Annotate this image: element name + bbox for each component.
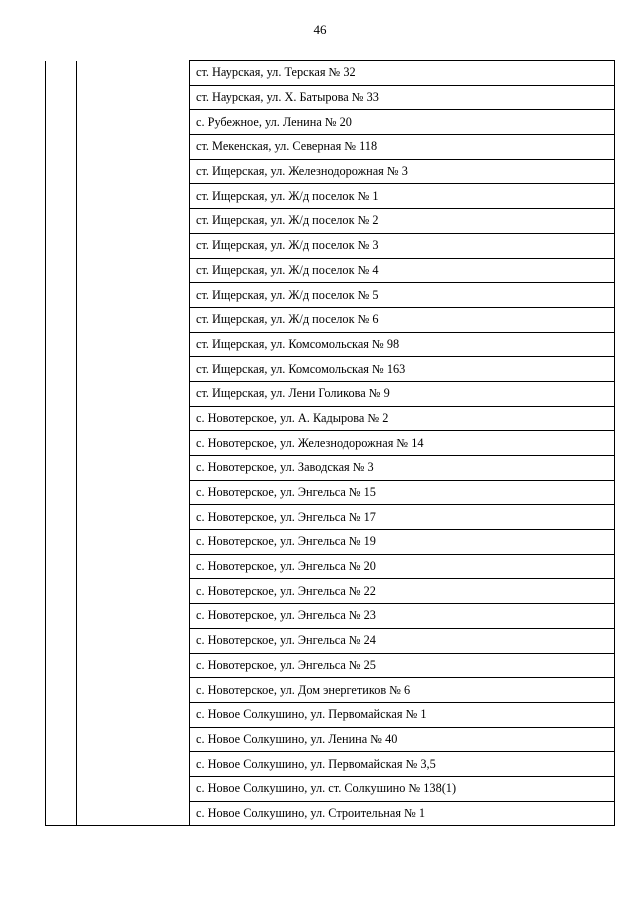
- address-cell: с. Новотерское, ул. Энгельса № 22: [190, 579, 615, 604]
- row-name-cell: [77, 406, 190, 431]
- address-cell: с. Рубежное, ул. Ленина № 20: [190, 110, 615, 135]
- row-number-cell: [46, 604, 77, 629]
- row-name-cell: [77, 431, 190, 456]
- row-number-cell: [46, 332, 77, 357]
- row-name-cell: [77, 159, 190, 184]
- address-cell: с. Новотерское, ул. А. Кадырова № 2: [190, 406, 615, 431]
- row-name-cell: [77, 752, 190, 777]
- address-cell: с. Новотерское, ул. Энгельса № 20: [190, 554, 615, 579]
- row-number-cell: [46, 752, 77, 777]
- table-row: [46, 332, 615, 357]
- row-name-cell: [77, 332, 190, 357]
- table-row: [46, 283, 615, 308]
- address-cell: с. Новое Солкушино, ул. Первомайская № 1: [190, 702, 615, 727]
- address-cell: с. Новое Солкушино, ул. Первомайская № 3,5: [190, 752, 615, 777]
- row-name-cell: [77, 307, 190, 332]
- address-cell: ст. Ищерская, ул. Ж/д поселок № 4: [190, 258, 615, 283]
- address-cell: с. Новотерское, ул. Энгельса № 15: [190, 480, 615, 505]
- row-number-cell: [46, 406, 77, 431]
- address-cell: с. Новотерское, ул. Энгельса № 25: [190, 653, 615, 678]
- row-number-cell: [46, 776, 77, 801]
- row-name-cell: [77, 456, 190, 481]
- table-row: [46, 702, 615, 727]
- row-number-cell: [46, 727, 77, 752]
- table-row: [46, 480, 615, 505]
- row-number-cell: [46, 184, 77, 209]
- row-name-cell: [77, 233, 190, 258]
- row-name-cell: [77, 678, 190, 703]
- address-cell: с. Новое Солкушино, ул. ст. Солкушино № 138(1): [190, 776, 615, 801]
- table-row: [46, 505, 615, 530]
- table-row: [46, 258, 615, 283]
- table-row: [46, 61, 615, 86]
- row-name-cell: [77, 727, 190, 752]
- row-number-cell: [46, 554, 77, 579]
- table-row: [46, 381, 615, 406]
- table-row: [46, 653, 615, 678]
- table-row: [46, 135, 615, 160]
- table-row: [46, 184, 615, 209]
- row-number-cell: [46, 85, 77, 110]
- address-cell: ст. Ищерская, ул. Комсомольская № 163: [190, 357, 615, 382]
- row-number-cell: [46, 653, 77, 678]
- row-number-cell: [46, 678, 77, 703]
- table-row: [46, 456, 615, 481]
- address-table-body: [46, 61, 615, 826]
- row-number-cell: [46, 801, 77, 826]
- table-row: [46, 406, 615, 431]
- row-name-cell: [77, 530, 190, 555]
- row-name-cell: [77, 604, 190, 629]
- address-cell: с. Новотерское, ул. Энгельса № 19: [190, 530, 615, 555]
- table-row: [46, 159, 615, 184]
- row-number-cell: [46, 431, 77, 456]
- row-number-cell: [46, 505, 77, 530]
- address-cell: ст. Наурская, ул. Терская № 32: [190, 61, 615, 86]
- address-cell: ст. Ищерская, ул. Лени Голикова № 9: [190, 381, 615, 406]
- table-row: [46, 431, 615, 456]
- address-cell: ст. Наурская, ул. Х. Батырова № 33: [190, 85, 615, 110]
- row-name-cell: [77, 283, 190, 308]
- address-cell: с. Новотерское, ул. Энгельса № 23: [190, 604, 615, 629]
- row-number-cell: [46, 628, 77, 653]
- address-cell: с. Новотерское, ул. Энгельса № 17: [190, 505, 615, 530]
- address-table: [45, 60, 615, 826]
- row-name-cell: [77, 653, 190, 678]
- row-number-cell: [46, 110, 77, 135]
- row-number-cell: [46, 307, 77, 332]
- table-row: [46, 110, 615, 135]
- row-name-cell: [77, 110, 190, 135]
- row-name-cell: [77, 209, 190, 234]
- row-name-cell: [77, 505, 190, 530]
- table-row: [46, 233, 615, 258]
- address-cell: с. Новотерское, ул. Энгельса № 24: [190, 628, 615, 653]
- table-row: [46, 801, 615, 826]
- table-row: [46, 727, 615, 752]
- row-name-cell: [77, 184, 190, 209]
- address-cell: ст. Ищерская, ул. Ж/д поселок № 2: [190, 209, 615, 234]
- row-number-cell: [46, 209, 77, 234]
- row-name-cell: [77, 628, 190, 653]
- row-number-cell: [46, 456, 77, 481]
- row-number-cell: [46, 61, 77, 86]
- address-cell: с. Новое Солкушино, ул. Ленина № 40: [190, 727, 615, 752]
- address-cell: ст. Ищерская, ул. Комсомольская № 98: [190, 332, 615, 357]
- row-name-cell: [77, 776, 190, 801]
- row-number-cell: [46, 702, 77, 727]
- row-number-cell: [46, 480, 77, 505]
- table-row: [46, 530, 615, 555]
- table-row: [46, 678, 615, 703]
- address-cell: с. Новое Солкушино, ул. Строительная № 1: [190, 801, 615, 826]
- row-name-cell: [77, 357, 190, 382]
- page-number: 46: [313, 22, 327, 37]
- row-number-cell: [46, 530, 77, 555]
- row-number-cell: [46, 283, 77, 308]
- address-cell: ст. Ищерская, ул. Ж/д поселок № 3: [190, 233, 615, 258]
- address-cell: ст. Мекенская, ул. Северная № 118: [190, 135, 615, 160]
- row-name-cell: [77, 85, 190, 110]
- row-name-cell: [77, 61, 190, 86]
- row-name-cell: [77, 480, 190, 505]
- row-name-cell: [77, 702, 190, 727]
- row-name-cell: [77, 554, 190, 579]
- table-row: [46, 209, 615, 234]
- table-row: [46, 776, 615, 801]
- table-row: [46, 604, 615, 629]
- row-name-cell: [77, 135, 190, 160]
- address-cell: с. Новотерское, ул. Заводская № 3: [190, 456, 615, 481]
- row-number-cell: [46, 258, 77, 283]
- address-cell: с. Новотерское, ул. Железнодорожная № 14: [190, 431, 615, 456]
- row-name-cell: [77, 801, 190, 826]
- row-number-cell: [46, 357, 77, 382]
- table-row: [46, 85, 615, 110]
- row-number-cell: [46, 159, 77, 184]
- table-row: [46, 752, 615, 777]
- table-row: [46, 628, 615, 653]
- row-number-cell: [46, 381, 77, 406]
- table-row: [46, 357, 615, 382]
- row-number-cell: [46, 135, 77, 160]
- address-cell: ст. Ищерская, ул. Железнодорожная № 3: [190, 159, 615, 184]
- row-number-cell: [46, 233, 77, 258]
- table-row: [46, 579, 615, 604]
- row-number-cell: [46, 579, 77, 604]
- table-row: [46, 554, 615, 579]
- address-cell: ст. Ищерская, ул. Ж/д поселок № 5: [190, 283, 615, 308]
- address-cell: ст. Ищерская, ул. Ж/д поселок № 1: [190, 184, 615, 209]
- row-name-cell: [77, 579, 190, 604]
- row-name-cell: [77, 258, 190, 283]
- address-cell: с. Новотерское, ул. Дом энергетиков № 6: [190, 678, 615, 703]
- address-cell: ст. Ищерская, ул. Ж/д поселок № 6: [190, 307, 615, 332]
- table-row: [46, 307, 615, 332]
- row-name-cell: [77, 381, 190, 406]
